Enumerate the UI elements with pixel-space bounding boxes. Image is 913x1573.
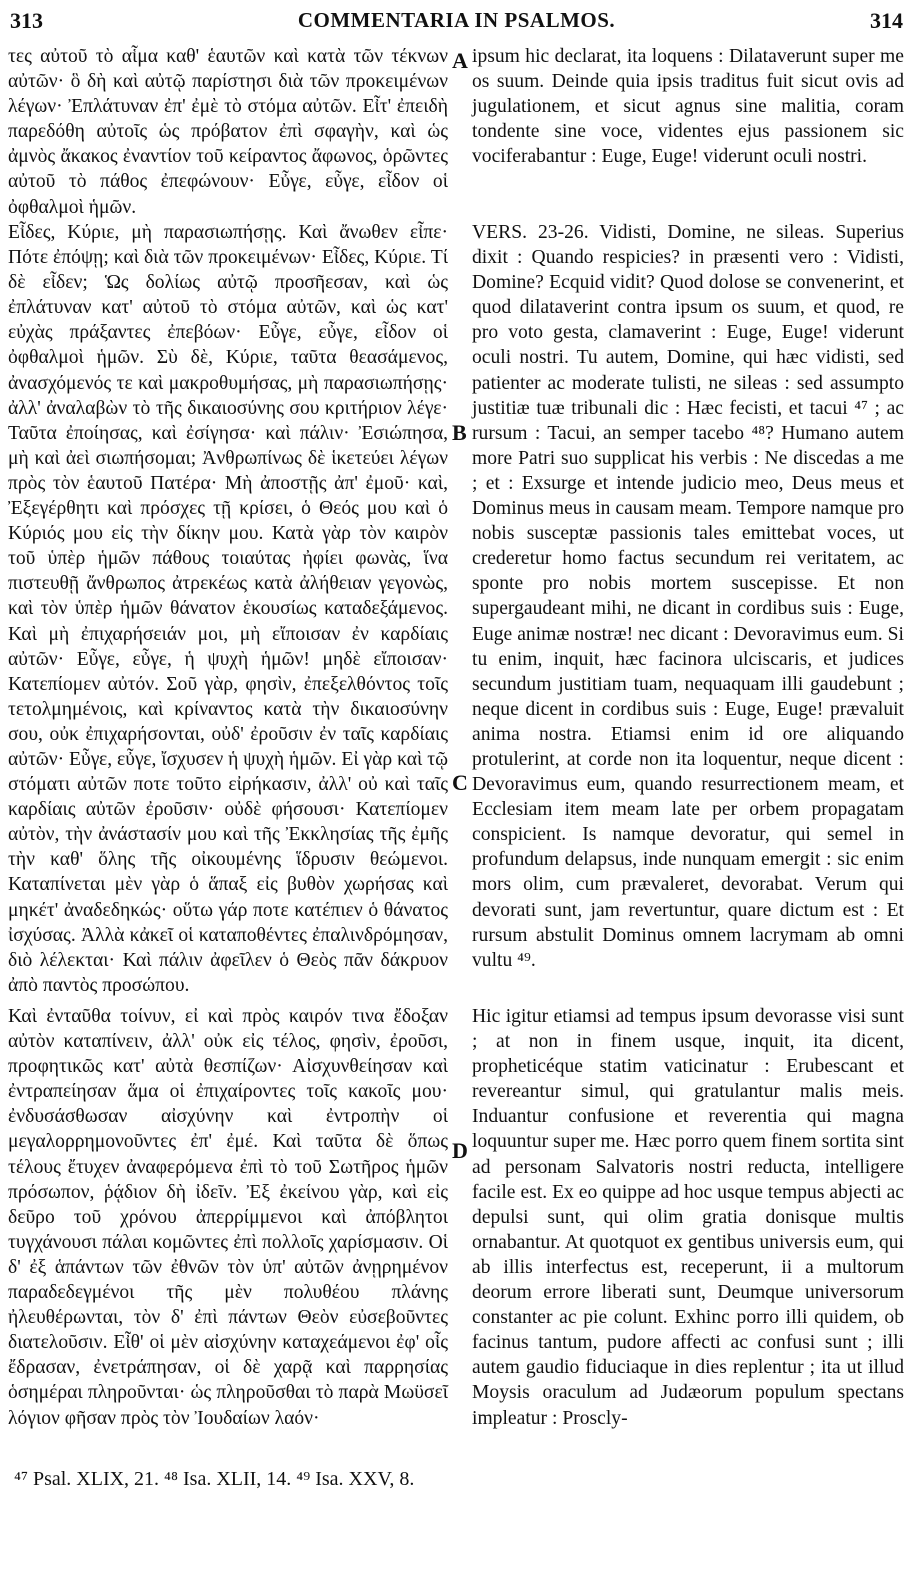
latin-paragraph-1: ipsum hic declarat, ita loquens : Dilataverunt super me os suum. Deinde quia ipsis traditus fuit sicut ovis ad jugulationem, et sicut agnus sine malitia, coram tondente sine voce, videntes ejus passionem sic vociferabantur : Euge, Euge! viderunt oculi nostri.: [472, 46, 904, 168]
left-page-number: 313: [10, 8, 43, 33]
latin-paragraph-2: VERS. 23-26. Vidisti, Domine, ne sileas. Superius dixit : Quando respicies? in præsenti vero : Vidisti, Domine? Ecquid vidit? Quod dolose se convenerint, et quod dilataverint contra ipsum os suum, et quod, re pro voto gesta, clamaverint : Euge, Euge! viderunt oculi nostri. Tu autem, Domine, qui hæc vidisti, sed patienter ac moderate tulisti, ne sileas : sed assumpto justitiæ tuæ tribunali dic : Hæc fecisti, et tacui ⁴⁷ ; ac rursum : Tacui, an semper tacebo ⁴⁸? Humano autem more Patri suo supplicat his verbis : Ne discedas a me ; et : Exsurge et intende judicio meo, Deus meus et Dominus meus in causam meam. Tempore namque pro nobis susceptæ passionis tales emittebat voces, ut crederetur homo factus secundum rei veritatem, ac sponte pro nobis mortem suscepisse. Et non supergaudeant mihi, ne dicant in cordibus suis : Euge, Euge animæ nostræ! nec dicant : Devoravimus eum. Si tu enim, inquit, hæc facinora ulciscaris, et judices secundum justitiam tuam, nequaquam illi gaudebunt ; neque dicent in cordibus suis : Euge, Euge! prævaluit anima nostra. Etiamsi enim id ore aliquando protulerint, at corde non ita loquentur, neque dicent : Devoravimus eum, quando resurrectionem meam, et Ecclesiam item meam late per orbem propagatam conspicient. Is namque devoratur, qui semel in profundum delapsus, inde nunquam emergit : sic enim mors olim, cum prævaleret, devorabat. Verum qui devorati sunt, jam revertuntur, quare dictum est : Et rursum abstulit Dominus omnem lacrymam ab omni vultu ⁴⁹.: [472, 222, 904, 971]
margin-letter-b: B: [452, 420, 467, 445]
running-title: COMMENTARIA IN PSALMOS.: [297, 8, 616, 32]
latin-paragraph-3: Hic igitur etiamsi ad tempus ipsum devorasse visi sunt ; at non in finem usque, inquit, ita dicent, propheticéque statim vaticinatur : Erubescant et revereantur simul, qui gratulantur malis meis. Induantur confusione et reverentia qui magna loquuntur super me. Hæc porro quem finem sortita sint ad personam Salvatoris nostri reducta, intelligere facile est. Ex eo quippe ad hoc usque tempus abjecti ac depulsi sunt, qui olim gratia donisque multis ornabantur. At quotquot ex gentibus universis eum, qui ab illis interfectus est, receperunt, ii a multorum deorum errore liberati sunt, Deumque universorum constanter ac pie colunt. Exhinc porro illi quidem, ob facinus tantum, pudore affecti ac confusi sunt ; illi autem gaudio fiduciaque in dies replentur ; ita ut illud Moysis oraculum ad Judæorum populum spectans impleatur : Proscly-: [472, 1006, 904, 1429]
footnotes: ⁴⁷ Psal. XLIX, 21. ⁴⁸ Isa. XLII, 14. ⁴⁹ Isa. XXV, 8.: [14, 1468, 415, 1490]
right-page-number: 314: [870, 8, 903, 33]
margin-letter-c: C: [452, 770, 468, 795]
margin-letter-a: A: [452, 48, 468, 73]
greek-paragraph-3: Καὶ ἐνταῦθα τοίνυν, εἰ καὶ πρὸς καιρόν τινα ἔδοξαν αὐτὸν καταπίνειν, ἀλλ' οὐκ εἰς τέλος, φησὶν, ἐροῦσι, προφητικῶς κατ' αὐτὰ θεσπίζων· Αἰσχυνθείησαν καὶ ἐντραπείησαν ἅμα οἱ ἐπιχαίροντες τοῖς κακοῖς μου· ἐνδυσάσθωσαν αἰσχύνην καὶ ἐντροπὴν οἱ μεγαλορρημονοῦντες ἐπ' ἐμέ. Καὶ ταῦτα δὲ ὅπως τέλους ἔτυχεν ἀναφερόμενα ἐπὶ τὸ τοῦ Σωτῆρος ἡμῶν πρόσωπον, ῥᾴδιον δὴ ἰδεῖν. Ἐξ ἐκείνου γὰρ, καὶ εἰς δεῦρο τοῦ χρόνου ἀπερρίμμενοι καὶ ἀπόβλητοι τυγχάνουσι πάλαι κομῶντες ἐπὶ πολλοῖς χαρίσμασιν. Οἱ δ' ἐξ ἁπάντων τῶν ἐθνῶν τὸν ὑπ' αὐτῶν ἀνῃρημένον παραδεδεγμένοι τῆς μὲν πολυθέου πλάνης ἠλευθέρωνται, τὸν δ' ἐπὶ πάντων Θεὸν εὐσεβοῦντες διατελοῦσιν. Εἶθ' οἱ μὲν αἰσχύνην καταχεάμενοι ἐφ' οἷς ἔδρασαν, ἐνετράπησαν, οἱ δὲ χαρᾷ καὶ παρρησίας ὁσημέραι πληροῦνται· ὡς πληροῦσθαι τὸ παρὰ Μωϋσεῖ λόγιον φῆσαν πρὸς τὸν Ἰουδαίων λαόν·: [8, 1006, 448, 1429]
greek-paragraph-2: Εἶδες, Κύριε, μὴ παρασιωπήσῃς. Καὶ ἄνωθεν εἶπε· Πότε ἐπόψῃ; καὶ διὰ τῶν προκειμένων· Εἶδες, Κύριε. Τί δὲ εἶδεν; Ὡς δολίως αὐτῷ προσῆεσαν, καὶ ὡς ἐπλάτυναν κατ' αὐτοῦ τὸ στόμα αὐτῶν, καὶ ὡς κατ' εὐχὰς πράξαντες ἐπεβόων· Εὖγε, εὖγε, εἶδον οἱ ὀφθαλμοὶ ἡμῶν. Σὺ δὲ, Κύριε, ταῦτα θεασάμενος, ἀνασχόμενός τε καὶ μακροθυμήσας, μὴ παρασιωπήσῃς· ἀλλ' ἀναλαβὼν τὸ τῆς δικαιοσύνης σου κριτήριον λέγε· Ταῦτα ἐποίησας, καὶ ἐσίγησα· καὶ πάλιν· Ἐσιώπησα, μὴ καὶ ἀεὶ σιωπήσομαι; Ἀνθρωπίνως δὲ ἱκετεύει λέγων πρὸς τὸν ἑαυτοῦ Πατέρα· Μὴ ἀποστῇς ἀπ' ἐμοῦ· καὶ, Ἐξεγέρθητι καὶ πρόσχες τῇ κρίσει, ὁ Θεός μου καὶ ὁ Κύριός μου εἰς τὴν δίκην μου. Κατὰ γὰρ τὸν καιρὸν τοῦ ὑπὲρ ἡμῶν πάθους τοιαύτας ἠφίει φωνὰς, ἵνα πιστευθῇ ἄνθρωπος ἀτρεκέως κατὰ ἀλήθειαν γεγονὼς, καὶ τὸν ὑπὲρ ἡμῶν θάνατον ἑκουσίως καταδεξάμενος. Καὶ μὴ ἐπιχαρήσειάν μοι, μὴ εἴποισαν ἐν καρδίαις αὐτῶν· Εὖγε, εὖγε, ἡ ψυχὴ ἡμῶν! μηδὲ εἴποισαν· Κατεπίομεν αὐτόν. Σοῦ γὰρ, φησὶν, ἐπεξελθόντος τοῖς τετολμημένοις, καὶ κρίναντος κατὰ τὴν δικαιοσύνην σου, οὐκ ἐπιχαρήσονται, οὐδ' ἐροῦσιν ἐν ταῖς καρδίαις αὐτῶν· Εὖγε, εὖγε, ἴσχυσεν ἡ ψυχὴ ἡμῶν. Εἰ γὰρ καὶ τῷ στόματι αὐτῶν ποτε τοῦτο εἰρήκασιν, ἀλλ' οὐ καὶ ταῖς καρδίαις αὐτῶν ἐροῦσιν· οὐδὲ φήσουσι· Κατεπίομεν αὐτὸν, τὴν ἀνάστασίν μου καὶ τῆς Ἐκκλησίας τῆς ἐμῆς τὴν καθ' ὅλης τῆς οἰκουμένης ἵδρυσιν θεώμενοι. Καταπίνεται μὲν γὰρ ὁ ἅπαξ εἰς βυθὸν χωρήσας καὶ μηκέτ' ἀναδεδηκώς· οὕτω γάρ ποτε κατέπιεν ὁ θάνατος ἰσχύσας. Ἀλλὰ κἀκεῖ οἱ καταποθέντες ἐπαλινδρόμησαν, διὸ λέλεκται· Καὶ πάλιν ἀφεῖλεν ὁ Θεὸς πᾶν δάκρυον ἀπὸ παντὸς προσώπου.: [8, 222, 448, 996]
running-header: [10, 8, 903, 42]
greek-paragraph-1: τες αὐτοῦ τὸ αἷμα καθ' ἑαυτῶν καὶ κατὰ τῶν τέκνων αὐτῶν· ὃ δὴ καὶ αὐτῷ παρίστησι διὰ τῶν προκειμένων λέγων· Ἐπλάτυναν ἐπ' ἐμὲ τὸ στόμα αὐτῶν. Εἶτ' ἐπειδὴ παρεδόθη αὐτοῖς ὡς πρόβατον ἐπὶ σφαγὴν, καὶ ὡς ἀμνὸς ἄκακος ἐναντίον τοῦ κείραντος ἄφωνος, ὁρῶντες αὐτοῦ τὸ πάθος ἐπεφώνουν· Εὖγε, εὖγε, εἶδον οἱ ὀφθαλμοὶ ἡμῶν.: [8, 46, 448, 218]
margin-letter-d: D: [452, 1138, 468, 1163]
